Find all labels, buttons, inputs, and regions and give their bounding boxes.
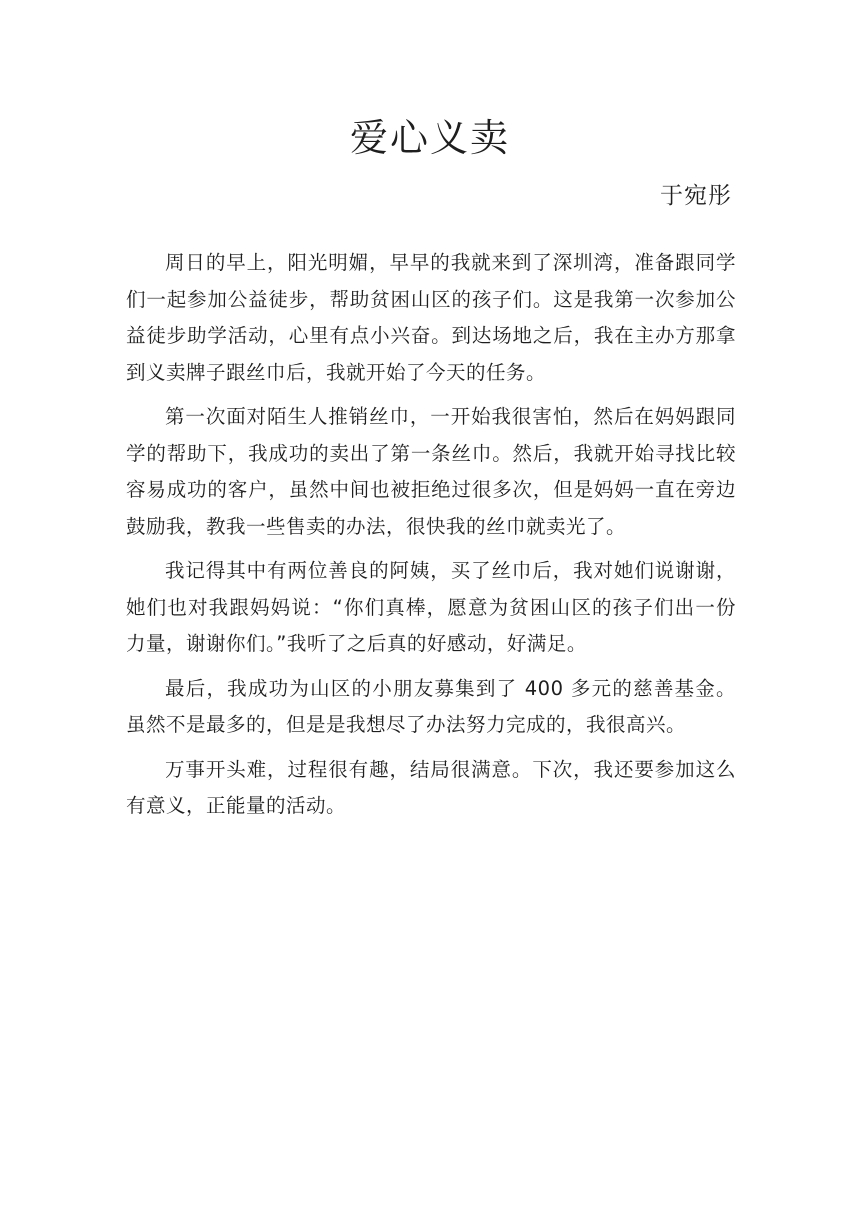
paragraph-4: 最后，我成功为山区的小朋友募集到了 400 多元的慈善基金。虽然不是最多的，但是是我想尽了办法努力完成的，我很高兴。 — [126, 676, 736, 736]
paragraph-3: 我记得其中有两位善良的阿姨，买了丝巾后，我对她们说谢谢，她们也对我跟妈妈说：“你们真棒，愿意为贫困山区的孩子们出一份力量，谢谢你们。”我听了之后真的好感动，好满足。 — [126, 559, 736, 655]
document-title: 爱心义卖 — [349, 116, 510, 160]
document-author: 于宛彤 — [660, 183, 732, 209]
document-body — [126, 245, 736, 833]
paragraph-5: 万事开头难，过程很有趣，结局很满意。下次，我还要参加这么有意义，正能量的活动。 — [126, 757, 736, 817]
paragraph-2: 第一次面对陌生人推销丝巾，一开始我很害怕，然后在妈妈跟同学的帮助下，我成功的卖出了第一条丝巾。然后，我就开始寻找比较容易成功的客户，虽然中间也被拒绝过很多次，但是妈妈一直在旁边鼓励我，教我一些售卖的办法，很快我的丝巾就卖光了。 — [126, 405, 736, 538]
paragraph-1: 周日的早上，阳光明媚，早早的我就来到了深圳湾，准备跟同学们一起参加公益徒步，帮助贫困山区的孩子们。这是我第一次参加公益徒步助学活动，心里有点小兴奋。到达场地之后，我在主办方那拿到义卖牌子跟丝巾后，我就开始了今天的任务。 — [126, 251, 736, 384]
